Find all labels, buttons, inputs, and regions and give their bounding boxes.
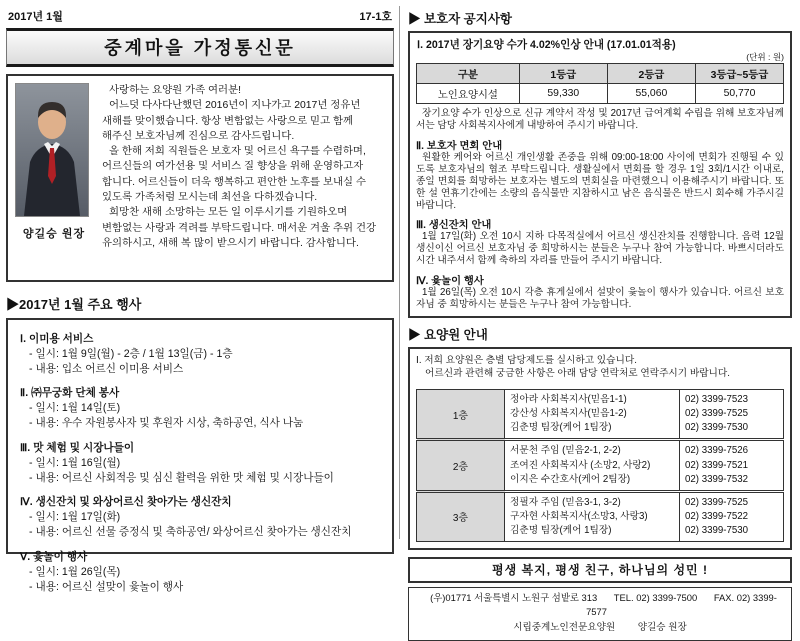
letter-text: [102, 83, 385, 275]
staff-name: 강산성 사회복지사(믿음1-2): [510, 408, 627, 420]
floor-row: [417, 390, 784, 440]
letter-paragraph: 어느덧 다사다난했던 2016년이 지나가고 2017년 정유년 새해를 맞이했습니다. 항상 변함없는 사랑으로 믿고 함께 해주신 보호자님께 진심으로 감사드립니다.: [102, 100, 361, 142]
notice1-heading: Ⅰ. 2017년 장기요양 수가 4.02%인상 안내 (17.01.01적용): [417, 39, 676, 51]
event-item: [20, 550, 382, 594]
floor-staff-names: [505, 440, 680, 491]
event-title: Ⅲ. 맛 체험 및 시장나들이: [20, 441, 135, 454]
fee-grade1: 59,330: [519, 84, 607, 104]
col-header: 구분: [417, 64, 520, 84]
phone-number: TEL. 02) 3399-7500: [613, 591, 698, 603]
event-date: - 일시: 1월 9일(월) - 2층 / 1월 13일(금) - 1층: [29, 347, 233, 360]
facility-guide-box: [408, 347, 792, 550]
staff-name: 구자현 사회복지사(소망3, 사랑3): [510, 510, 648, 522]
event-desc: - 내용: 우수 자원봉사자 및 후원자 시상, 축하공연, 식사 나눔: [29, 417, 304, 430]
staff-phone: 02) 3399-7525: [685, 408, 749, 420]
slogan-banner: 평생 복지, 평생 친구, 하나님의 성민 !: [408, 557, 792, 583]
unit-label: (단위 : 원): [746, 52, 784, 62]
notice3-body: 1월 17일(화) 오전 10시 지하 다목적실에서 어르신 생신잔치를 진행합니다. 음력 12월 생신이신 어르신 보호자님 중 희망하시는 분들은 누구나 참여 가능합니다. 바쁘시더라도 시간 내주셔서 함께 축하의 자리를 만들어 주시기 바랍니다.: [416, 231, 784, 267]
floor-contact-table: [416, 389, 784, 542]
portrait-illustration: [16, 84, 88, 216]
letter-paragraph: 희망찬 새해 소망하는 모든 일 이루시기를 기원하오며 변함없는 사랑과 격려를 부탁드립니다. 매서운 겨울 추위 건강 유의하시고, 새해 복 많이 받으시기 바랍니다. 감사합니다.: [102, 207, 377, 249]
table-row: [417, 84, 784, 104]
staff-name: 김춘명 팀장(케어 1팀장): [510, 422, 612, 434]
letter-paragraph: 올 한해 저희 직원들은 보호자 및 어르신 욕구를 수렴하며, 어르신들의 여가선용 및 서비스 질 향상을 위해 운영하고자 합니다. 어르신들이 더욱 행복하고 편안한 노후를 보내실 수 있도록 가족처럼 모시는데 최선을 다하겠습니다.: [102, 146, 366, 204]
letter-paragraph: 사랑하는 요양원 가족 여러분!: [109, 85, 241, 96]
col-header: 1등급: [519, 64, 607, 84]
floor-row: [417, 440, 784, 491]
events-box: [6, 318, 394, 593]
col-header: 2등급: [607, 64, 695, 84]
issue-number: 17-1호: [359, 11, 392, 23]
fax-number: FAX. 02) 3399-7577: [586, 591, 777, 618]
event-title: Ⅴ. 윷놀이 행사: [20, 550, 88, 563]
notice4-body: 1월 26일(목) 오전 10시 각층 휴게실에서 설맞이 윷놀이 행사가 있습니다. 어르신 보호자님 중 희망하시는 분들은 누구나 참여 가능합니다.: [416, 287, 784, 311]
footer-org-line: [411, 620, 789, 636]
fee-grade2: 55,060: [607, 84, 695, 104]
director-letter: [6, 74, 394, 282]
event-title: Ⅰ. 이미용 서비스: [20, 333, 94, 345]
event-date: - 일시: 1월 17일(화): [29, 511, 121, 524]
newsletter-masthead: 중계마을 가정통신문: [6, 28, 394, 67]
staff-phone: 02) 3399-7521: [685, 459, 749, 471]
issue-header: [6, 6, 394, 28]
director-photo: [15, 83, 89, 217]
floor-label: 1층: [417, 390, 505, 440]
col-header: 3등급~5등급: [695, 64, 783, 84]
staff-name: 이지은 수간호사(케어 2팀장): [510, 473, 631, 485]
floor-staff-names: [505, 491, 680, 541]
left-column: [2, 4, 398, 593]
event-date: - 일시: 1월 26일(목): [29, 565, 121, 578]
floor-staff-phones: [680, 491, 784, 541]
event-item: [20, 495, 382, 539]
event-date: - 일시: 1월 14일(토): [29, 402, 121, 415]
facility-guide-title: ▶ 요양원 안내: [408, 328, 488, 343]
director-name: 양길승 원장: [22, 228, 86, 240]
care-fee-table: [416, 63, 784, 104]
staff-phone: 02) 3399-7530: [685, 422, 749, 434]
event-item: [20, 441, 382, 485]
event-item: [20, 386, 382, 430]
staff-name: 정필자 주임 (믿음3-1, 3-2): [510, 496, 621, 508]
footer-contact-box: [408, 587, 792, 641]
floor-staff-names: [505, 390, 680, 440]
director-photo-cell: [15, 83, 93, 275]
notice2-heading: Ⅱ. 보호자 면회 안내: [416, 140, 503, 152]
event-title: Ⅳ. 생신잔치 및 와상어르신 찾아가는 생신잔치: [20, 496, 232, 509]
column-divider: [399, 6, 400, 539]
staff-phone: 02) 3399-7522: [685, 510, 749, 522]
guide-intro-line1: Ⅰ. 저희 요양원은 층별 담당제도를 실시하고 있습니다.: [416, 355, 637, 367]
floor-staff-phones: [680, 390, 784, 440]
event-desc: - 내용: 어르신 선물 증정식 및 축하공연/ 와상어르신 찾아가는 생신잔치: [29, 526, 352, 539]
events-section-title: ▶2017년 1월 주요 행사: [6, 297, 142, 312]
event-title: Ⅱ. ㈜무궁화 단체 봉사: [20, 387, 120, 400]
staff-phone: 02) 3399-7523: [685, 394, 749, 406]
guardian-notices-box: [408, 31, 792, 318]
staff-name: 서문천 주임 (믿음2-1, 2-2): [510, 445, 621, 457]
staff-name: 정아라 사회복지사(믿음1-1): [510, 394, 627, 406]
issue-date: 2017년 1월: [8, 11, 63, 23]
notice4-heading: Ⅳ. 윷놀이 행사: [416, 276, 484, 288]
table-header-row: [417, 64, 784, 84]
event-date: - 일시: 1월 16일(월): [29, 456, 121, 469]
footer-address-line: [411, 591, 789, 620]
floor-row: [417, 491, 784, 541]
director-signature: 양길승 원장: [637, 621, 687, 633]
floor-label: 2층: [417, 440, 505, 491]
staff-phone: 02) 3399-7530: [685, 524, 749, 536]
guide-intro-line2: 어르신과 관련해 궁금한 사항은 아래 담당 연락처로 연락주시기 바랍니다.: [425, 368, 730, 380]
floor-staff-phones: [680, 440, 784, 491]
staff-phone: 02) 3399-7532: [685, 473, 749, 485]
notice1-body: 장기요양 수가 인상으로 신규 계약서 작성 및 2017년 급여계획 수립을 위해 보호자님께서는 담당 사회복지사에게 내방하여 주시기 바랍니다.: [416, 108, 784, 131]
guardian-notices-title: ▶ 보호자 공지사항: [408, 12, 512, 26]
organization-name: 시립중계노인전문요양원: [513, 621, 616, 633]
staff-phone: 02) 3399-7525: [685, 496, 749, 508]
row-label: 노인요양시설: [417, 84, 520, 104]
staff-name: 조여진 사회복지사 (소망2, 사랑2): [510, 459, 651, 471]
event-item: [20, 332, 382, 376]
right-column: [401, 4, 798, 633]
postal-address: (우)01771 서울특별시 노원구 섬밭로 313: [430, 591, 598, 603]
staff-phone: 02) 3399-7526: [685, 445, 749, 457]
event-desc: - 내용: 어르신 사회적응 및 심신 활력을 위한 맛 체험 및 시장나들이: [29, 471, 334, 484]
event-desc: - 내용: 입소 어르신 이미용 서비스: [29, 362, 184, 375]
notice2-body: 원활한 케어와 어르신 개인생활 존중을 위해 09:00-18:00 사이에 면회가 진행될 수 있도록 보호자님의 협조 부탁드립니다. 생활실에서 면회를 할 경우 1일 3회/1시간 이내로, 종일 면회를 희망하는 보호자는 별도의 면회실을 마련했으니 이용해주시기 바랍니다. 또한 설 연휴기간에는 소량의 음식물만 지참하시고 남은 음식물은 반드시 회수해 가주시길 바랍니다.: [416, 151, 784, 211]
floor-label: 3층: [417, 491, 505, 541]
notice3-heading: Ⅲ. 생신잔치 안내: [416, 220, 492, 232]
staff-name: 김춘명 팀장(케어 1팀장): [510, 524, 612, 536]
fee-grade3to5: 50,770: [695, 84, 783, 104]
event-desc: - 내용: 어르신 설맞이 윷놀이 행사: [29, 580, 184, 593]
